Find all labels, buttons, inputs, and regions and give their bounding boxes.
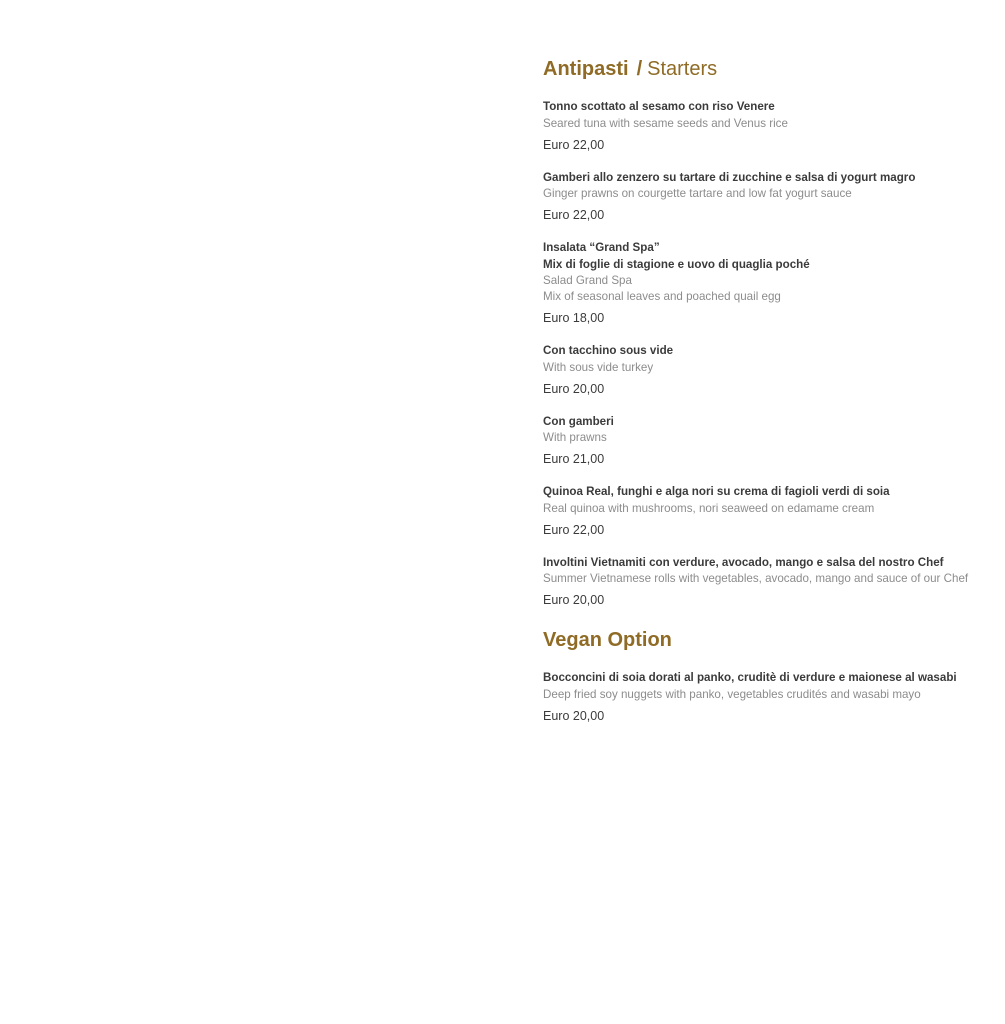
dish-price: Euro 20,00 bbox=[543, 708, 605, 723]
dish-name-italian: Quinoa Real, funghi e alga nori su crema di fagioli verdi di soia bbox=[543, 485, 890, 498]
dish-price: Euro 22,00 bbox=[543, 208, 605, 222]
dish-description-english: With sous vide turkey bbox=[543, 360, 654, 374]
dish-description-english: Mix of seasonal leaves and poached quail egg bbox=[543, 290, 781, 303]
starters-title-italian: Antipasti bbox=[543, 58, 629, 80]
menu-item bbox=[543, 484, 988, 539]
menu-item bbox=[543, 99, 988, 154]
starters-title-english: Starters bbox=[647, 58, 718, 80]
dish-price: Euro 20,00 bbox=[543, 381, 605, 396]
dish-name-italian: Con tacchino sous vide bbox=[543, 344, 674, 357]
menu-item bbox=[543, 343, 988, 398]
menu-item bbox=[543, 670, 988, 725]
menu-item bbox=[543, 414, 988, 469]
dish-description-english: Seared tuna with sesame seeds and Venus rice bbox=[543, 116, 788, 130]
dish-name-italian: Involtini Vietnamiti con verdure, avocado, mango e salsa del nostro Chef bbox=[543, 555, 944, 569]
menu-item bbox=[543, 555, 988, 610]
dish-description-english: Ginger prawns on courgette tartare and low fat yogurt sauce bbox=[543, 187, 852, 200]
dish-name-italian: Insalata “Grand Spa” bbox=[543, 241, 660, 254]
dish-name-italian: Con gamberi bbox=[543, 414, 614, 428]
dish-name-italian: Tonno scottato al sesamo con riso Venere bbox=[543, 100, 775, 113]
dish-name-italian: Mix di foglie di stagione e uovo di quaglia poché bbox=[543, 257, 810, 271]
dish-price: Euro 20,00 bbox=[543, 593, 605, 607]
dish-name-italian: Gamberi allo zenzero su tartare di zucchine e salsa di yogurt magro bbox=[543, 170, 916, 184]
dish-price: Euro 22,00 bbox=[543, 522, 605, 537]
dish-name-italian: Bocconcini di soia dorati al panko, cruditè di verdure e maionese al wasabi bbox=[543, 671, 957, 684]
vegan-heading: Vegan Option bbox=[543, 629, 672, 651]
starters-list bbox=[543, 99, 988, 609]
dish-description-english: Deep fried soy nuggets with panko, vegetables crudités and wasabi mayo bbox=[543, 687, 921, 701]
menu-item bbox=[543, 170, 988, 225]
dish-price: Euro 18,00 bbox=[543, 311, 605, 325]
dish-price: Euro 22,00 bbox=[543, 137, 605, 152]
menu-item bbox=[543, 240, 988, 327]
dish-description-english: Salad Grand Spa bbox=[543, 274, 632, 287]
dish-description-english: Real quinoa with mushrooms, nori seaweed on edamame cream bbox=[543, 501, 875, 515]
title-separator: / bbox=[636, 58, 643, 80]
dish-description-english: Summer Vietnamese rolls with vegetables, avocado, mango and sauce of our Chef bbox=[543, 572, 969, 585]
vegan-list bbox=[543, 670, 988, 725]
starters-heading bbox=[543, 54, 988, 84]
dish-description-english: With prawns bbox=[543, 431, 607, 444]
menu-column bbox=[543, 54, 988, 741]
dish-price: Euro 21,00 bbox=[543, 452, 605, 466]
